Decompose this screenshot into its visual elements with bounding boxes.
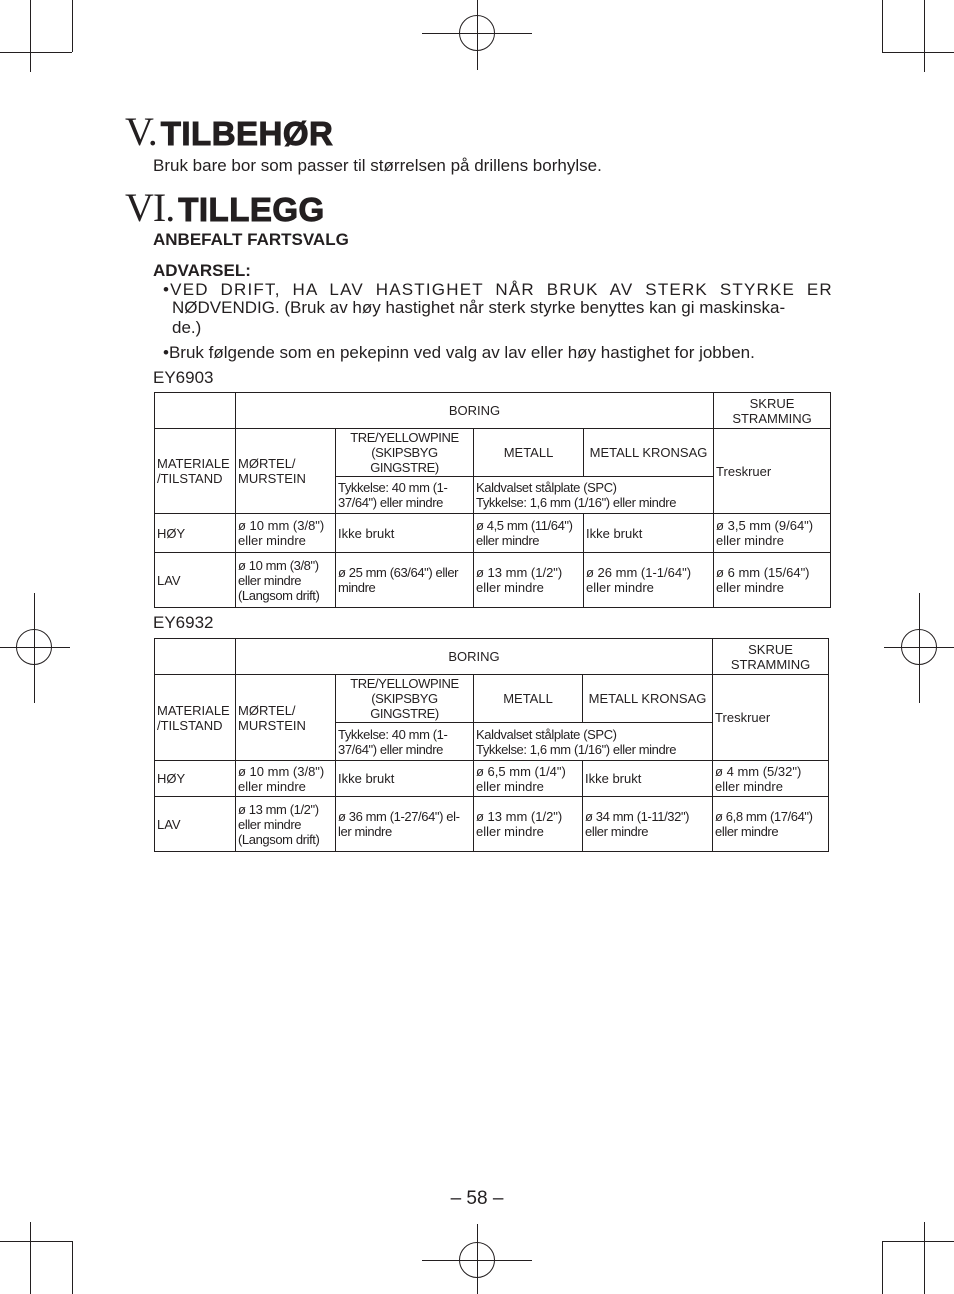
table-2-model: EY6932: [153, 613, 214, 632]
hoy-kronsag: Ikke brukt: [583, 761, 713, 797]
hoy-metall: ø 6,5 mm (1/4") eller mindre: [474, 761, 583, 797]
hoy-kronsag: Ikke brukt: [584, 514, 714, 553]
lav-kronsag: ø 26 mm (1-1/64") eller mindre: [584, 553, 714, 608]
hoy-metall: ø 4,5 mm (11/64") eller mindre: [474, 514, 584, 553]
lav-metall: ø 13 mm (1/2") eller mindre: [474, 553, 584, 608]
table-row: [155, 761, 829, 797]
treskruer-cell: Treskruer: [713, 675, 829, 761]
section-5-title: TILBEHØR: [160, 115, 334, 152]
section-5-roman: V.: [125, 109, 157, 154]
page-number: – 58 –: [450, 1188, 504, 1209]
lav-label: LAV: [155, 553, 236, 608]
mortel-header: MØRTEL/ MURSTEIN: [236, 429, 336, 514]
table-1-model: EY6903: [153, 368, 214, 387]
section-5-text: Bruk bare bor som passer til størrelsen på drillens borhylse.: [153, 156, 602, 175]
lav-label: LAV: [155, 797, 236, 852]
table-row: [155, 797, 829, 852]
hoy-mortel: ø 10 mm (3/8") eller mindre: [236, 514, 336, 553]
skrue-header: SKRUE STRAMMING: [714, 393, 831, 429]
kaldvalset-text: Kaldvalset stålplate (SPC): [476, 726, 617, 742]
hoy-label: HØY: [155, 514, 236, 553]
section-5-heading: [125, 109, 334, 154]
lav-mortel: ø 10 mm (3/8") eller mindre (Langsom drift): [236, 553, 336, 608]
tykkelse-metall-text: Tykkelse: 1,6 mm (1/16") eller mindre: [476, 741, 677, 757]
lav-tre: ø 25 mm (63/64") eller mindre: [336, 553, 474, 608]
treskruer-cell: Treskruer: [714, 429, 831, 514]
speed-table-ey6932: [154, 638, 829, 852]
table-row: [155, 514, 831, 553]
tykkelse-tre: Tykkelse: 40 mm (1-37/64") eller mindre: [336, 477, 474, 514]
hoy-skrue: ø 3,5 mm (9/64") eller mindre: [714, 514, 831, 553]
tre-header: TRE/YELLOWPINE (SKIPSBYG GINGSTRE): [336, 429, 474, 477]
kaldvalset-text: Kaldvalset stålplate (SPC): [476, 480, 617, 495]
tykkelse-metall-text: Tykkelse: 1,6 mm (1/16") eller mindre: [476, 495, 677, 510]
warning-bullet-1-line-3: de.): [172, 318, 202, 337]
hoy-label: HØY: [155, 761, 236, 797]
lav-metall: ø 13 mm (1/2") eller mindre: [474, 797, 583, 852]
lav-skrue: ø 6,8 mm (17/64") eller mindre: [713, 797, 829, 852]
lav-mortel: ø 13 mm (1/2") eller mindre (Langsom drift): [236, 797, 336, 852]
kronsag-header: METALL KRONSAG: [583, 675, 713, 723]
warning-label: ADVARSEL:: [153, 261, 251, 280]
metall-spec: [474, 477, 714, 514]
speed-table-ey6903: [154, 392, 831, 608]
warning-bullet-1: •VED DRIFT, HA LAV HASTIGHET NÅR BRUK AV STERK STYRKE ER: [163, 280, 833, 299]
kronsag-header: METALL KRONSAG: [584, 429, 714, 477]
lav-kronsag: ø 34 mm (1-11/32") eller mindre: [583, 797, 713, 852]
metall-header: METALL: [474, 675, 583, 723]
section-6-title: TILLEGG: [178, 191, 325, 228]
warning-bullet-2: •Bruk følgende som en pekepinn ved valg av lav eller høy hastighet for jobben.: [163, 343, 755, 362]
materiale-header: MATERIALE /TILSTAND: [155, 675, 236, 761]
hoy-tre: Ikke brukt: [336, 761, 474, 797]
warning-bullet-2-text: Bruk følgende som en pekepinn ved valg av lav eller høy hastighet for jobben.: [168, 343, 755, 362]
subheading: ANBEFALT FARTSVALG: [153, 230, 349, 249]
boring-header: BORING: [236, 393, 714, 429]
skrue-header: SKRUE STRAMMING: [713, 639, 829, 675]
lav-tre: ø 36 mm (1-27/64") el- ler mindre: [336, 797, 474, 852]
section-6-roman: VI.: [125, 185, 175, 230]
metall-header: METALL: [474, 429, 584, 477]
tykkelse-tre: Tykkelse: 40 mm (1-37/64") eller mindre: [336, 723, 474, 761]
lav-skrue: ø 6 mm (15/64") eller mindre: [714, 553, 831, 608]
warning-bullet-1-line-2: NØDVENDIG. (Bruk av høy hastighet når sterk styrke benyttes kan gi maskinska-: [172, 298, 786, 317]
hoy-mortel: ø 10 mm (3/8") eller mindre: [236, 761, 336, 797]
hoy-tre: Ikke brukt: [336, 514, 474, 553]
section-6-heading: [125, 185, 325, 230]
warning-bullet-1-line-1: VED DRIFT, HA LAV HASTIGHET NÅR BRUK AV STERK STYRKE ER: [170, 280, 833, 299]
metall-spec: [474, 723, 713, 761]
hoy-skrue: ø 4 mm (5/32") eller mindre: [713, 761, 829, 797]
tre-header: TRE/YELLOWPINE (SKIPSBYG GINGSTRE): [336, 675, 474, 723]
table-row: [155, 553, 831, 608]
materiale-header: MATERIALE /TILSTAND: [155, 429, 236, 514]
boring-header: BORING: [236, 639, 713, 675]
mortel-header: MØRTEL/ MURSTEIN: [236, 675, 336, 761]
